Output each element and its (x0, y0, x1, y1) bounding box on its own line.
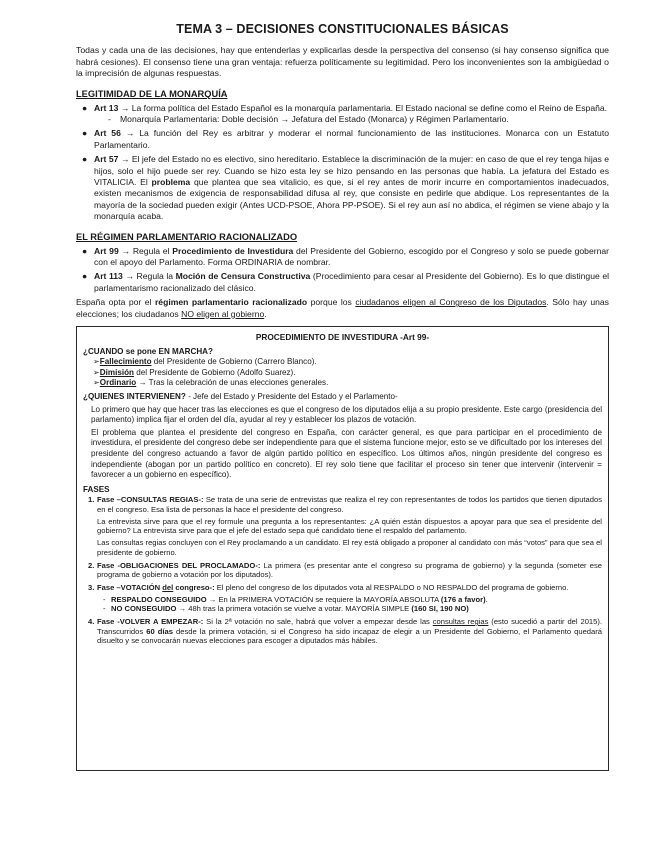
section-heading-regimen: EL RÉGIMEN PARLAMENTARIO RACIONALIZADO (76, 231, 298, 242)
vote-text: 48h tras la primera votación se vuelve a votar. MAYORÍA SIMPLE (186, 604, 412, 614)
bullet-icon: ● (82, 271, 88, 282)
section-heading-monarquia: LEGITIMIDAD DE LA MONARQUÍA (76, 88, 228, 99)
question-label: ¿QUIENES INTERVIENEN? (83, 391, 186, 401)
fase-text: La entrevista sirve para que el rey formule una pregunta a los representantes: ¿A quién están dispuestos a apoyar para que sea el presidente del gobierno? La entrevista sirve para que el jefe del estado sepa qué candidato tiene el respaldo del parlamento. (97, 516, 602, 536)
article-label: Art 57 (94, 154, 119, 165)
fases-list (83, 495, 602, 646)
text: España opta por el (76, 297, 155, 308)
article-text: La forma política del Estado Español es la monarquía parlamentaria. El Estado nacional se define como el Reino de España. (129, 102, 608, 113)
fase-title: congreso-: (173, 582, 215, 592)
case-item (83, 368, 602, 379)
box-paragraph: El problema que plantea el presidente del congreso en España, con carácter general, es que para participar en el procedimiento de investidura, el presidente del congreso debe ser independiente para que el sistema funcione mejor, esto se ve dificultado por los intereses del presidente del congreso actuando a favor de algún partido político en específico. Los últimos años, ningún presidente del congreso es independiente (abogan por un partido político en concreto). El rey solo tiene que facilitar el proceso sin tener que intervenir (intervenir = favorecer a un gobierno en específico). (91, 427, 602, 480)
monarquia-list (76, 103, 609, 223)
arrow-icon: → (125, 128, 135, 139)
sub-item (94, 114, 609, 125)
box-title: PROCEDIMIENTO DE INVESTIDURA -Art 99- (255, 332, 430, 342)
dash-icon: - (103, 594, 106, 604)
list-item (82, 245, 610, 269)
underlined-text: NO eligen al gobierno (181, 308, 265, 319)
article-label: Art 13 (94, 102, 119, 113)
case-text: del Presidente de Gobierno (Adolfo Suarez). (133, 367, 296, 377)
fase-item (88, 582, 602, 614)
text: . Sólo hay unas elecciones; los ciudadanos (76, 297, 609, 319)
emphasis: Moción de Censura Constructiva (175, 271, 311, 282)
fase-number: 4. (88, 617, 95, 627)
fase-text: Se trata de una serie de entrevistas que realiza el rey con representantes de todos los partidos que tienen diputados en el congreso. Esa lista de personas la hace el presidente del congreso. (97, 495, 603, 515)
closing-paragraph (76, 297, 609, 320)
vote-text: En la PRIMERA VOTACIÓN se requiere la MAYORÍA ABSOLUTA (216, 594, 441, 604)
underlined-text: ciudadanos eligen al Congreso de los Diputados (355, 297, 547, 308)
case-text: del Presidente de Gobierno (Carrero Blanco). (151, 357, 317, 367)
list-item (82, 128, 610, 151)
list-item (82, 271, 610, 294)
case-label: Fallecimiento (99, 357, 152, 367)
question-quienes (83, 392, 602, 403)
article-text: El jefe del Estado no es electivo, sino hereditario. Establece la discriminación de la mujer: en caso de que el rey tenga hijas e hijos, solo el hijo puede ser rey. Cuando se hizo esta ley se hizo pensando en las personas que había. La jefatura del Estado es VITALICIA. El (94, 154, 610, 187)
case-label: Dimisión (99, 367, 134, 377)
case-item (83, 357, 602, 368)
list-item (82, 102, 609, 126)
article-text: La función del Rey es arbitrar y moderar el normal funcionamiento de las instituciones. Monarca con un Estatuto Parlamentario. (94, 128, 610, 150)
arrow-icon: → (121, 245, 131, 256)
arrow-bullet-icon: ➢ (93, 378, 100, 388)
fase-text: La primera (es presentar ante el congreso su programa de gobierno) y la segunda (someter ese programa de gobierno a votación por los diputados). (97, 560, 602, 580)
emphasis: problema (151, 176, 191, 187)
article-text: que plantea que sea vitalicio, es que, si el rey antes de morir incurre en comportamientos inadecuados, existen mecanismos de exigencia de responsabilidad difusa al rey, que consiste en pedirle que abdique. Los representantes de la mayoría de la sociedad pueden exigir (Antes UCD-PSOE, Ahora PP-PSOE). Si el rey aun así no abdica, el régimen se viene abajo y la monarquía acaba. (94, 176, 609, 222)
vote-item: - RESPALDO CONSEGUIDO → En la PRIMERA VOTACIÓN se requiere la MAYORÍA ABSOLUTA (176 a favor). (103, 594, 488, 604)
fase-text: desde la primera votación, si el Congreso ha sido incapaz de elegir a un Presidente del Gobierno, el Parlamento quedará disuelto y se convocarán nuevas elecciones para escoger a diputados más hábiles. (97, 626, 603, 646)
fase-title: Fase –CONSULTAS REGIAS-: (97, 495, 204, 505)
bullet-icon: ● (82, 154, 88, 165)
case-text: → Tras la celebración de unas elecciones generales. (136, 378, 329, 388)
question-cuando: ¿CUANDO se pone EN MARCHA? (83, 346, 213, 356)
bullet-icon: ● (82, 245, 88, 256)
fases-heading: FASES (83, 484, 110, 494)
article-text: Regula el (130, 245, 173, 256)
page-title: TEMA 3 – DECISIONES CONSTITUCIONALES BÁSICAS (176, 22, 509, 36)
fase-title: Fase -OBLIGACIONES DEL PROCLAMADO-: (97, 560, 261, 570)
arrow-icon: → (125, 271, 134, 282)
fase-number: 2. (88, 560, 95, 570)
fase-number: 3. (88, 582, 95, 592)
fase-item (88, 560, 602, 580)
bullet-icon: ● (82, 102, 88, 113)
fase-text: Si la 2ª votación no sale, habrá que volver a empezar desde las (203, 617, 433, 627)
article-text: del Presidente del Gobierno, escogido por el Congreso y solo se puede gobernar con el apoyo del Parlamento. Forma ORDINARIA de nombrar. (94, 245, 610, 267)
vote-item (103, 604, 602, 614)
vote-label: NO CONSEGUIDO → (111, 604, 187, 614)
fase-number: 1. (88, 495, 95, 505)
regimen-list (76, 246, 609, 295)
sub-item-text: Monarquía Parlamentaria: Doble decisión → Jefatura del Estado (Monarca) y Régimen Parlamentario. (120, 113, 509, 124)
arrow-icon: → (120, 154, 130, 165)
article-text: (Procedimiento para cesar al Presidente del Gobierno). Es lo que distingue el parlamentarismo racionalizado del clásico. (94, 271, 610, 293)
article-label: Art 99 (94, 245, 119, 256)
emphasis: Procedimiento de Investidura (172, 245, 294, 256)
text: . (264, 308, 267, 319)
arrow-icon: → (120, 102, 130, 113)
article-label: Art 113 (94, 271, 123, 282)
list-item (82, 154, 610, 222)
fase-text: El pleno del congreso de los diputados vota al RESPALDO o NO RESPALDO del programa de gobierno. (214, 582, 569, 592)
fase-title: del (162, 582, 174, 592)
vote-count: (160 SI, 190 NO) (411, 604, 469, 614)
bullet-icon: ● (82, 128, 88, 139)
box-paragraph: Lo primero que hay que hacer tras las elecciones es que el congreso de los diputados elija a su propio presidente. Este cargo (presidencia del parlamento) implica fijar el orden del día, ayudar al rey y establecer los plazos de votación. (91, 404, 602, 425)
underlined-text: consultas regias (432, 617, 489, 627)
investidura-box (76, 326, 609, 771)
arrow-bullet-icon: ➢ (93, 357, 100, 367)
dash-icon: - (108, 113, 111, 124)
fase-item (88, 617, 603, 646)
question-text: - Jefe del Estado y Presidente del Estado y el Parlamento- (185, 391, 398, 401)
text: porque los (307, 297, 356, 308)
intro-paragraph: Todas y cada una de las decisiones, hay que entenderlas y explicarlas desde la perspectiva del consenso (si hay consenso significa que habrá cesiones). El consenso tiene una gran ventaja: refuerza políticamente su legitimidad. Pero los inconvenientes son la ambigüedad o la imprecisión de algunas respuestas. (76, 45, 609, 78)
article-text: Regula la (134, 271, 176, 282)
dash-icon: - (103, 604, 106, 614)
vote-count: (176 a favor) (440, 594, 486, 604)
case-label: Ordinario (99, 378, 137, 388)
case-item (83, 378, 602, 389)
fase-text: Las consultas regias concluyen con el Rey proclamando a un candidato. El rey está obligado a proponer al candidato con más “votos” para que sea el presidente de gobierno. (97, 538, 602, 557)
fase-title: Fase –VOTACIÓN (97, 582, 163, 592)
fase-text: (esto sucedió a partir del 2015). Transcurridos (97, 617, 602, 636)
fase-title: Fase -VOLVER A EMPEZAR-: (97, 617, 204, 627)
vote-label: RESPALDO CONSEGUIDO → (111, 594, 217, 604)
fase-item (88, 495, 603, 557)
emphasis: régimen parlamentario racionalizado (154, 297, 308, 308)
vote-results (103, 595, 602, 614)
arrow-bullet-icon: ➢ (93, 367, 100, 377)
emphasis: 60 días (146, 626, 173, 636)
article-label: Art 56 (94, 128, 121, 139)
